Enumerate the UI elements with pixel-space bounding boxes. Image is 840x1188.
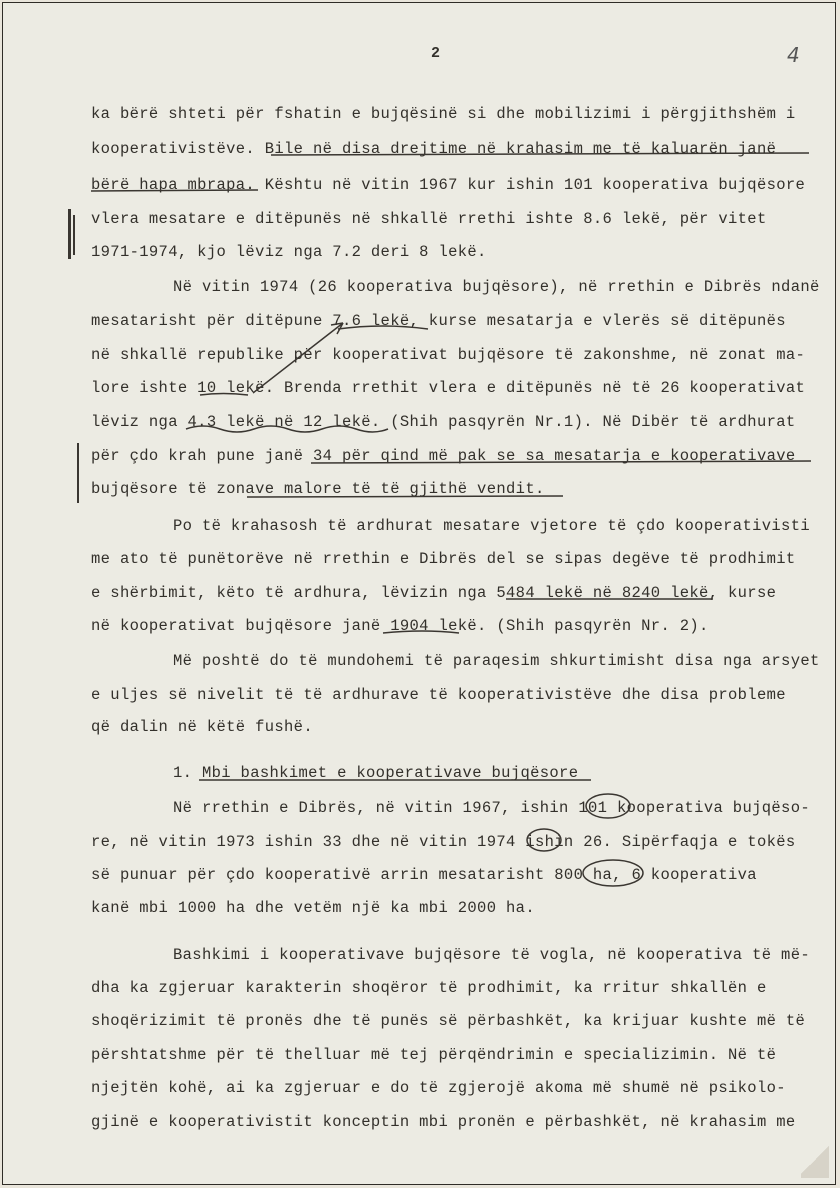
text-line: ka bërë shteti për fshatin e bujqësinë si dhe mobilizimi i përgjithshëm i: [91, 105, 796, 123]
text-line: vlera mesatare e ditëpunës në shkallë rrethi ishte 8.6 lekë, për vitet: [91, 210, 767, 228]
underline-mark: [91, 190, 258, 191]
text-line: Në vitin 1974 (26 kooperativa bujqësore), në rrethin e Dibrës ndanë: [173, 278, 820, 296]
text-line: që dalin në këtë fushë.: [91, 718, 313, 736]
text-line: Po të krahasosh të ardhurat mesatare vjetore të çdo kooperativisti: [173, 517, 810, 535]
text-line: kooperativistëve. Bile në disa drejtime në krahasim me të kaluarën janë: [91, 140, 777, 158]
text-line: në shkallë republike për kooperativat bujqësore të zakonshme, në zonat ma-: [91, 346, 806, 364]
text-line: së punuar për çdo kooperativë arrin mesatarisht 800 ha, 6 kooperativa: [91, 866, 757, 884]
underline-mark: [247, 496, 563, 497]
underline-mark: [338, 326, 428, 329]
underline-mark: [311, 461, 811, 463]
text-line: në kooperativat bujqësore janë 1904 lekë. (Shih pasqyrën Nr. 2).: [91, 617, 709, 635]
text-line: bujqësore të zonave malore të të gjithë vendit.: [91, 480, 545, 498]
text-line: 1971-1974, kjo lëviz nga 7.2 deri 8 lekë.: [91, 243, 487, 261]
circle-mark: [527, 829, 561, 851]
handwritten-page-mark: 4: [787, 43, 800, 67]
wavy-underline-mark: [186, 426, 388, 432]
circle-mark: [583, 860, 643, 886]
arrow-mark: [253, 323, 343, 393]
text-line: e shërbimit, këto të ardhura, lëvizin nga 5484 lekë në 8240 lekë, kurse: [91, 584, 777, 602]
text-line: njejtën kohë, ai ka zgjeruar e do të zgjerojë akoma më shumë në psikolo-: [91, 1079, 786, 1097]
section-heading: 1. Mbi bashkimet e kooperativave bujqësore: [173, 764, 579, 782]
text-line: për çdo krah pune janë 34 për qind më pak se sa mesatarja e kooperativave: [91, 447, 796, 465]
text-line: përshtatshme për të thelluar më tej përqëndrimin e specializimin. Në të: [91, 1046, 777, 1064]
page-number: 2: [431, 45, 441, 62]
text-line: dha ka zgjeruar karakterin shoqëror të prodhimit, ka rritur shkallën e: [91, 979, 767, 997]
text-line: lëviz nga 4.3 lekë në 12 lekë. (Shih pasqyrën Nr.1). Në Dibër të ardhurat: [91, 413, 796, 431]
pen-annotations: [3, 3, 836, 1185]
text-line: re, në vitin 1973 ishin 33 dhe në vitin 1974 ishin 26. Sipërfaqja e tokës: [91, 833, 796, 851]
text-line: Më poshtë do të mundohemi të paraqesim shkurtimisht disa nga arsyet: [173, 652, 820, 670]
text-line: shoqërizimit të pronës dhe të punës së përbashkët, ka krijuar kushte më të: [91, 1012, 806, 1030]
text-line: bërë hapa mbrapa. Kështu në vitin 1967 kur ishin 101 kooperativa bujqësore: [91, 176, 806, 194]
text-line: mesatarisht për ditëpune 7.6 lekë, kurse mesatarja e vlerës së ditëpunës: [91, 312, 786, 330]
document-page: [2, 2, 836, 1185]
text-line: me ato të punëtorëve në rrethin e Dibrës del se sipas degëve të prodhimit: [91, 550, 796, 568]
underline-mark: [383, 631, 459, 633]
text-line: lore ishte 10 lekë. Brenda rrethit vlera e ditëpunës në të 26 kooperativat: [91, 379, 806, 397]
circle-mark: [586, 794, 630, 818]
text-line: gjinë e kooperativistit konceptin mbi pronën e përbashkët, në krahasim me: [91, 1113, 796, 1131]
underline-mark: [200, 394, 248, 396]
text-line: Bashkimi i kooperativave bujqësore të vogla, në kooperativa të më-: [173, 946, 810, 964]
text-line: e uljes së nivelit të të ardhurave të kooperativistëve dhe disa probleme: [91, 686, 786, 704]
page-corner-curl: [801, 1142, 829, 1178]
underline-mark: [271, 153, 809, 155]
text-line: kanë mbi 1000 ha dhe vetëm një ka mbi 2000 ha.: [91, 899, 535, 917]
text-line: Në rrethin e Dibrës, në vitin 1967, ishin 101 kooperativa bujqëso-: [173, 799, 810, 817]
